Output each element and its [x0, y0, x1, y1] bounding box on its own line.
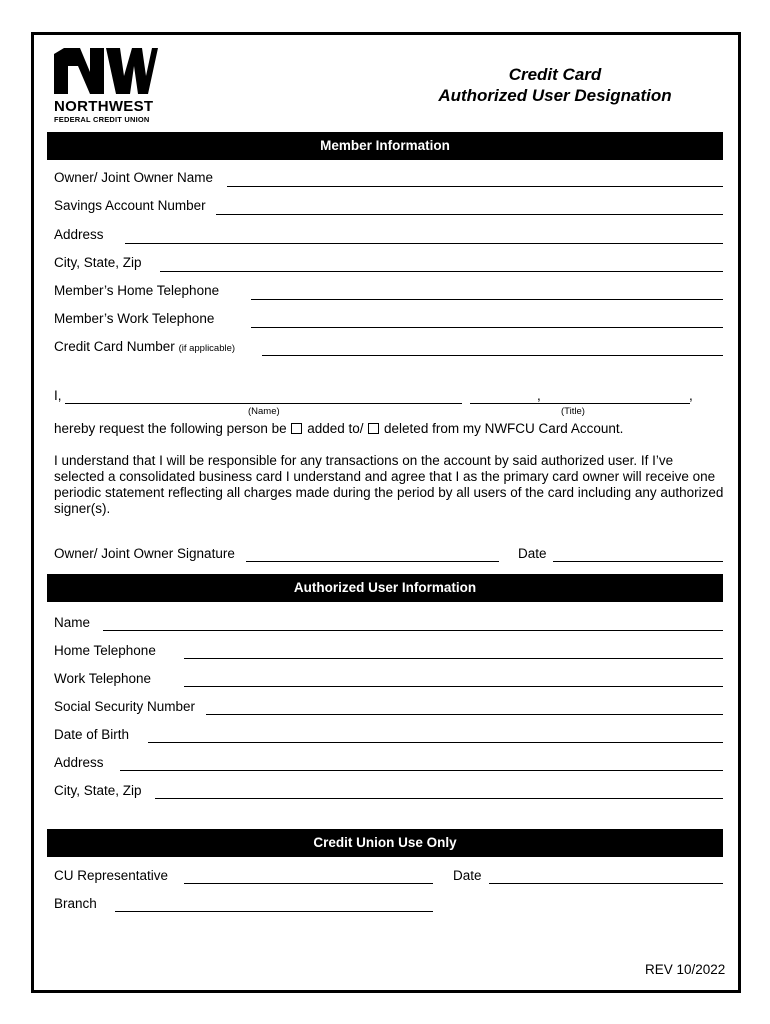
- title-line-2: Authorized User Designation: [438, 86, 672, 105]
- request-comma-2: ,: [689, 388, 693, 403]
- credit-card-number-note: (if applicable): [178, 343, 236, 354]
- request-text-b: added to/: [307, 421, 364, 436]
- owner-signature-label: Owner/ Joint Owner Signature: [54, 546, 235, 561]
- owner-name-label: Owner/ Joint Owner Name: [54, 170, 214, 185]
- nwfcu-logo: [54, 48, 158, 124]
- member-work-phone-label: Member’s Work Telephone: [54, 311, 215, 326]
- credit-card-number-field[interactable]: [262, 355, 723, 356]
- branch-label: Branch: [54, 896, 97, 911]
- member-work-phone-field[interactable]: [251, 327, 723, 328]
- requester-name-field[interactable]: [65, 403, 462, 404]
- au-work-phone-label: Work Telephone: [54, 671, 152, 686]
- au-dob-field[interactable]: [148, 742, 723, 743]
- owner-name-field[interactable]: [227, 186, 723, 187]
- deleted-from-checkbox[interactable]: [368, 423, 379, 434]
- request-statement: [54, 421, 623, 437]
- au-home-phone-label: Home Telephone: [54, 643, 156, 658]
- member-city-state-zip-label: City, State, Zip: [54, 255, 142, 270]
- added-to-checkbox[interactable]: [291, 423, 302, 434]
- au-work-phone-field[interactable]: [184, 686, 723, 687]
- request-prefix: I,: [54, 388, 62, 403]
- member-information-heading: Member Information: [47, 132, 723, 160]
- responsibility-paragraph: I understand that I will be responsible for any transactions on the account by said authorized user. If I’ve selected a consolidated business card I understand and agree that I as the primary card owner will receive one periodic statement reflecting all charges made during the period by all users of the card including any authorized signer(s).: [54, 453, 724, 516]
- au-home-phone-field[interactable]: [184, 658, 723, 659]
- nw-logo-icon: [54, 48, 158, 94]
- member-address-field[interactable]: [125, 243, 723, 244]
- cu-representative-label: CU Representative: [54, 868, 169, 883]
- request-text-a: hereby request the following person be: [54, 421, 287, 436]
- requester-title-field[interactable]: [470, 403, 690, 404]
- name-caption: (Name): [248, 406, 280, 417]
- credit-card-number-label: [54, 339, 235, 357]
- au-dob-label: Date of Birth: [54, 727, 130, 742]
- owner-date-field[interactable]: [553, 561, 723, 562]
- au-name-field[interactable]: [103, 630, 723, 631]
- savings-account-label: Savings Account Number: [54, 198, 206, 213]
- au-city-state-zip-field[interactable]: [155, 798, 723, 799]
- credit-union-use-heading: Credit Union Use Only: [47, 829, 723, 857]
- owner-signature-field[interactable]: [246, 561, 499, 562]
- owner-date-label: Date: [518, 546, 547, 561]
- member-home-phone-label: Member’s Home Telephone: [54, 283, 220, 298]
- au-address-label: Address: [54, 755, 104, 770]
- au-city-state-zip-label: City, State, Zip: [54, 783, 142, 798]
- savings-account-field[interactable]: [216, 214, 723, 215]
- request-text-c: deleted from my NWFCU Card Account.: [384, 421, 624, 436]
- member-city-state-zip-field[interactable]: [160, 271, 723, 272]
- form-title: [405, 64, 705, 106]
- au-address-field[interactable]: [120, 770, 723, 771]
- title-caption: (Title): [561, 406, 585, 417]
- cu-date-label: Date: [453, 868, 482, 883]
- request-comma-1: ,: [537, 388, 541, 403]
- logo-subtitle: FEDERAL CREDIT UNION: [54, 115, 150, 124]
- member-address-label: Address: [54, 227, 104, 242]
- cu-representative-field[interactable]: [184, 883, 433, 884]
- revision-label: REV 10/2022: [645, 962, 726, 977]
- title-line-1: Credit Card: [508, 65, 602, 84]
- au-ssn-field[interactable]: [206, 714, 723, 715]
- member-home-phone-field[interactable]: [251, 299, 723, 300]
- cu-date-field[interactable]: [489, 883, 723, 884]
- authorized-user-heading: Authorized User Information: [47, 574, 723, 602]
- au-name-label: Name: [54, 615, 91, 630]
- branch-field[interactable]: [115, 911, 433, 912]
- logo-name: NORTHWEST: [54, 98, 154, 115]
- credit-card-number-text: Credit Card Number: [54, 339, 175, 354]
- au-ssn-label: Social Security Number: [54, 699, 196, 714]
